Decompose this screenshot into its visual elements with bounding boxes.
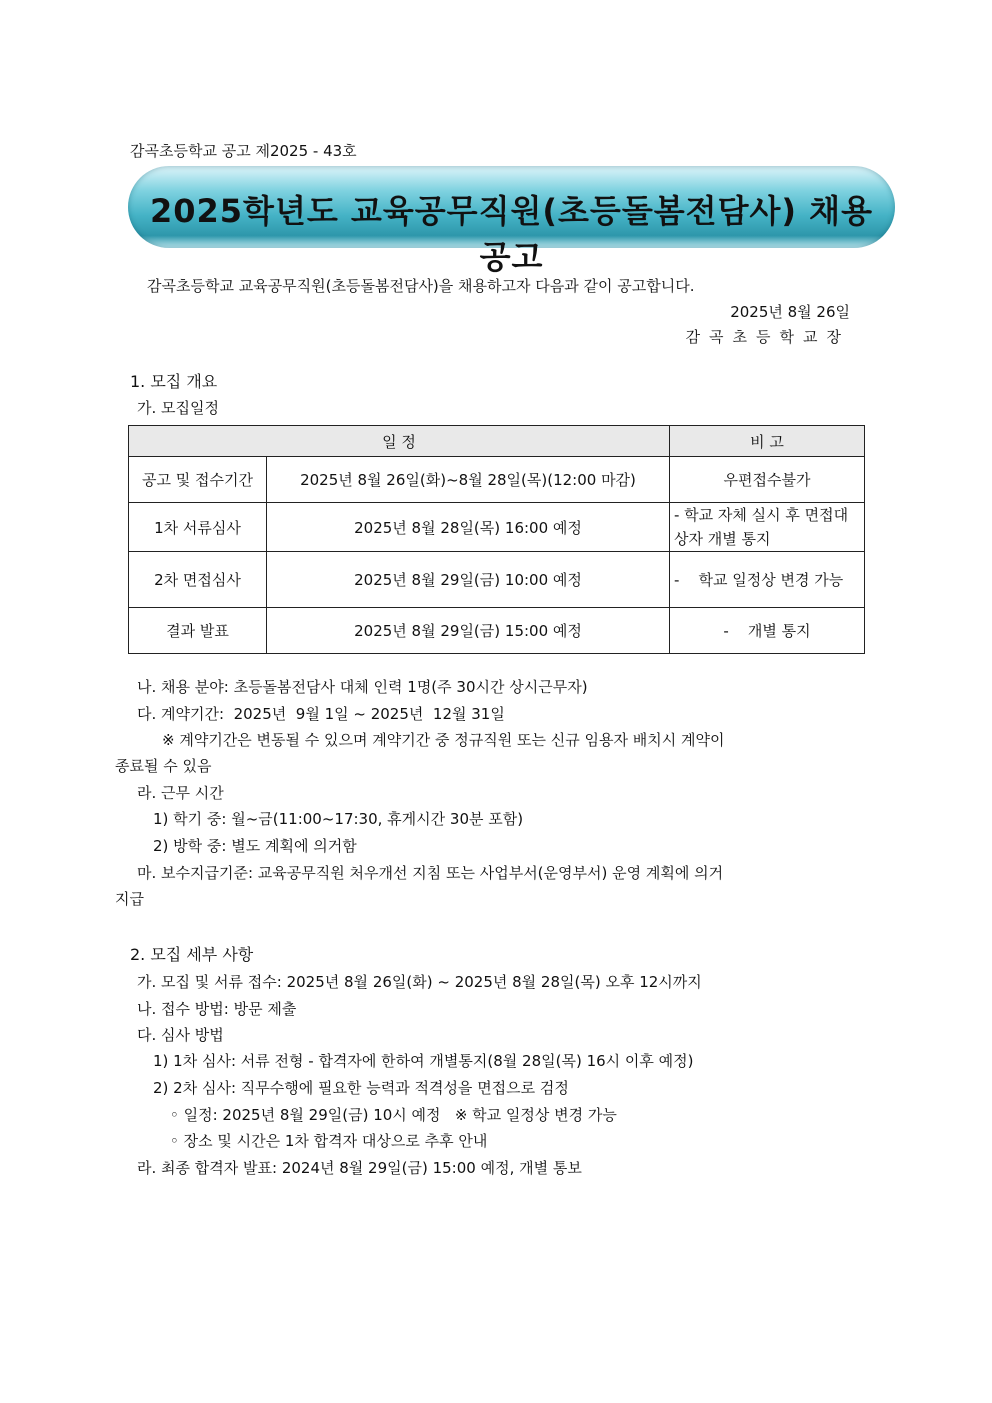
row-schedule: 2025년 8월 29일(금) 15:00 예정	[267, 608, 670, 654]
section-1-sub-d-1: 1) 학기 중: 월~금(11:00~17:30, 휴게시간 30분 포함)	[153, 810, 524, 828]
row-schedule: 2025년 8월 28일(목) 16:00 예정	[267, 503, 670, 552]
row-label: 2차 면접심사	[129, 552, 267, 608]
section-1-sub-e-cont: 지급	[115, 890, 144, 908]
row-note: - 학교 자체 실시 후 면접대상자 개별 통지	[670, 503, 865, 552]
section-2-heading: 2. 모집 세부 사항	[130, 945, 254, 964]
intro-text: 감곡초등학교 교육공무직원(초등돌봄전담사)을 채용하고자 다음과 같이 공고합니다.	[147, 277, 695, 295]
section-1-sub-d: 라. 근무 시간	[137, 784, 224, 802]
schedule-table	[128, 425, 865, 654]
table-row	[129, 552, 865, 608]
section-2-sub-a: 가. 모집 및 서류 접수: 2025년 8월 26일(화) ~ 2025년 8월 28일(목) 오후 12시까지	[137, 973, 702, 991]
section-2-sub-c-2-b: ◦ 장소 및 시간은 1차 합격자 대상으로 추후 안내	[170, 1132, 488, 1150]
row-note: - 개별 통지	[670, 608, 865, 654]
issuer: 감곡초등학교장	[685, 328, 850, 346]
row-schedule: 2025년 8월 29일(금) 10:00 예정	[267, 552, 670, 608]
section-2-sub-b: 나. 접수 방법: 방문 제출	[137, 1000, 297, 1018]
table-header-row	[129, 426, 865, 457]
row-label: 결과 발표	[129, 608, 267, 654]
section-1-sub-c-note: ※ 계약기간은 변동될 수 있으며 계약기간 중 정규직원 또는 신규 임용자 배치시 계약이	[162, 731, 725, 749]
notice-date: 2025년 8월 26일	[730, 303, 850, 321]
row-schedule: 2025년 8월 26일(화)~8월 28일(목)(12:00 마감)	[267, 457, 670, 503]
section-1-sub-c: 다. 계약기간: 2025년 9월 1일 ~ 2025년 12월 31일	[137, 705, 505, 723]
section-2-sub-c-2-a: ◦ 일정: 2025년 8월 29일(금) 10시 예정 ※ 학교 일정상 변경 가능	[170, 1106, 617, 1124]
row-note: 우편접수불가	[670, 457, 865, 503]
section-1-sub-e: 마. 보수지급기준: 교육공무직원 처우개선 지침 또는 사업부서(운영부서) 운영 계획에 의거	[137, 864, 724, 882]
section-2-sub-d: 라. 최종 합격자 발표: 2024년 8월 29일(금) 15:00 예정, 개별 통보	[137, 1159, 582, 1177]
section-2-sub-c-2: 2) 2차 심사: 직무수행에 필요한 능력과 적격성을 면접으로 검정	[153, 1079, 569, 1097]
table-header-schedule: 일 정	[129, 426, 670, 457]
table-row	[129, 608, 865, 654]
table-header-note: 비 고	[670, 426, 865, 457]
page-title: 2025학년도 교육공무직원(초등돌봄전담사) 채용 공고	[149, 192, 873, 276]
table-row	[129, 457, 865, 503]
section-1-heading: 1. 모집 개요	[130, 372, 218, 391]
title-banner	[128, 166, 895, 276]
section-2-sub-c-1: 1) 1차 심사: 서류 전형 - 합격자에 한하여 개별통지(8월 28일(목) 16시 이후 예정)	[153, 1052, 694, 1070]
row-note: - 학교 일정상 변경 가능	[670, 552, 865, 608]
row-label: 1차 서류심사	[129, 503, 267, 552]
table-row	[129, 503, 865, 552]
section-1-sub-b: 나. 채용 분야: 초등돌봄전담사 대체 인력 1명(주 30시간 상시근무자)	[137, 678, 588, 696]
section-2-sub-c: 다. 심사 방법	[137, 1026, 224, 1044]
section-1-sub-a: 가. 모집일정	[137, 399, 219, 417]
section-1-sub-c-note-cont: 종료될 수 있음	[115, 757, 212, 775]
section-1-sub-d-2: 2) 방학 중: 별도 계획에 의거함	[153, 837, 357, 855]
notice-number: 감곡초등학교 공고 제2025 - 43호	[130, 142, 357, 160]
row-label: 공고 및 접수기간	[129, 457, 267, 503]
